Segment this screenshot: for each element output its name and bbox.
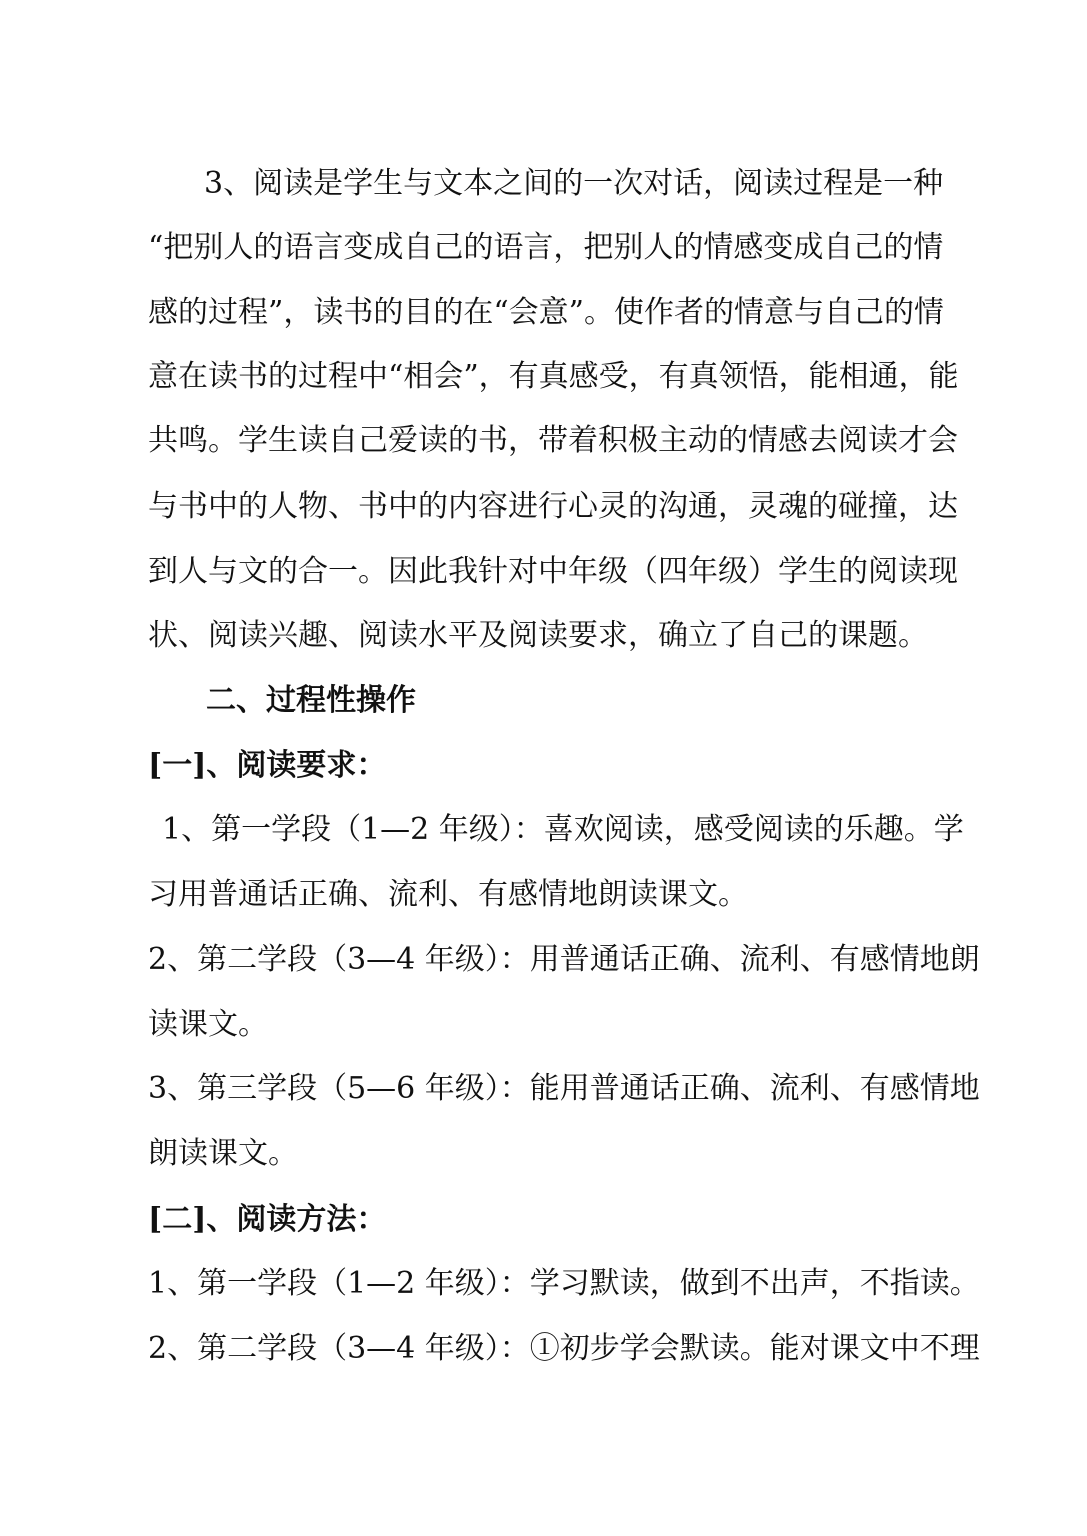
subsection-heading: [二]、阅读方法： xyxy=(148,1202,387,1237)
paragraph-line: 到人与文的合一。因此我针对中年级（四年级）学生的阅读现 xyxy=(148,554,958,589)
paragraph-line: 与书中的人物、书中的内容进行心灵的沟通，灵魂的碰撞，达 xyxy=(148,489,958,524)
section-heading: 二、过程性操作 xyxy=(206,683,416,718)
subsection-heading: [一]、阅读要求： xyxy=(148,748,387,783)
paragraph-line: 状、阅读兴趣、阅读水平及阅读要求，确立了自己的课题。 xyxy=(148,618,928,653)
paragraph-line: 共鸣。学生读自己爱读的书，带着积极主动的情感去阅读才会 xyxy=(148,423,958,458)
paragraph-line: 3、阅读是学生与文本之间的一次对话，阅读过程是一种 xyxy=(204,166,944,201)
list-item-line: 3、第三学段（5—6 年级）：能用普通话正确、流利、有感情地 xyxy=(148,1071,980,1106)
list-item-line: 2、第二学段（3—4 年级）：①初步学会默读。能对课文中不理 xyxy=(148,1331,980,1366)
list-item-line: 习用普通话正确、流利、有感情地朗读课文。 xyxy=(148,877,748,912)
list-item-line: 2、第二学段（3—4 年级）：用普通话正确、流利、有感情地朗 xyxy=(148,942,980,977)
list-item-line: 1、第一学段（1—2 年级）：学习默读，做到不出声，不指读。 xyxy=(148,1266,980,1301)
paragraph-line: 意在读书的过程中“相会”，有真感受，有真领悟，能相通，能 xyxy=(148,359,959,394)
paragraph-line: 感的过程”，读书的目的在“会意”。使作者的情意与自己的情 xyxy=(148,295,945,330)
paragraph-line: “把别人的语言变成自己的语言，把别人的情感变成自己的情 xyxy=(148,230,944,265)
list-item-line: 朗读课文。 xyxy=(148,1136,298,1171)
list-item-line: 1、第一学段（1—2 年级）：喜欢阅读，感受阅读的乐趣。学 xyxy=(162,812,964,847)
list-item-line: 读课文。 xyxy=(148,1007,268,1042)
